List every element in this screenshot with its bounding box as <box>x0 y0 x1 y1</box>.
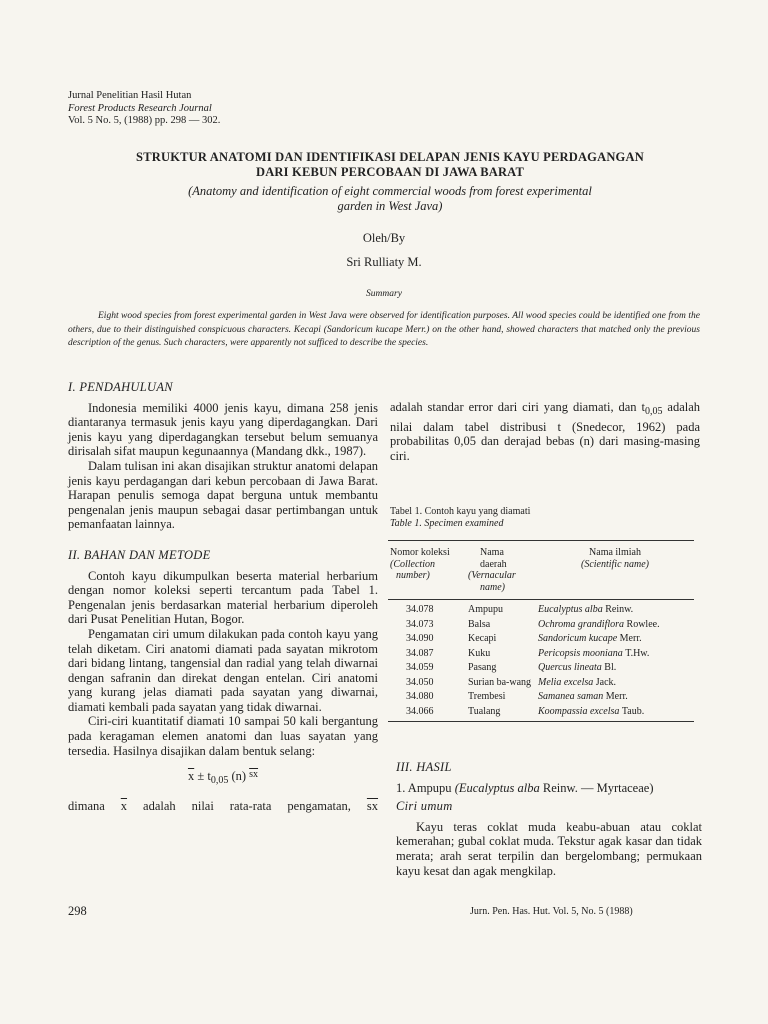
text-fragment: adalah standar error dari ciri yang diamati, dan t <box>390 400 645 414</box>
cell-vernacular-name: Balsa <box>468 618 491 630</box>
cell-scientific-name <box>536 661 694 676</box>
table-row <box>388 704 694 722</box>
cell-collection-number: 34.078 <box>406 604 434 615</box>
scientific-binomial: Ochroma grandiflora <box>538 618 625 630</box>
table-row <box>388 600 694 618</box>
formula-plus-minus: ± <box>197 769 205 784</box>
formula-t-subscript: 0,05 <box>210 775 229 787</box>
subtitle-line-1: (Anatomy and identification of eight commercial woods from forest experimental <box>188 184 592 198</box>
table-row <box>388 632 694 647</box>
paragraph: Indonesia memiliki 4000 jenis kayu, dimana 258 jenis diantaranya termasuk jenis kayu yang diperdagangkan. Dari jenis kayu yang diperdagangkan tersebut belum semuanya dirisalah sifat maupun kegunaannya (Mandang dkk., 1987). <box>68 400 378 459</box>
header-text: (Collection <box>390 558 435 570</box>
cell-scientific-name <box>536 632 694 647</box>
paragraph: Contoh kayu dikumpulkan beserta material herbarium dengan nomor koleksi seperti tercantum pada Tabel 1. Pengenalan jenis berdasarkan material herbarium diperoleh dari Pusat Penelitian Hutan, Bogor. <box>68 568 378 627</box>
scientific-author: Taub. <box>621 705 645 717</box>
header-vernacular-name <box>466 541 536 600</box>
cell-collection-number: 34.087 <box>406 647 434 659</box>
cell-scientific-name <box>536 600 694 618</box>
formula-mean: $\overline{x}$ <box>187 769 195 784</box>
table-row <box>388 675 694 690</box>
table-row <box>388 646 694 661</box>
species-heading <box>396 781 702 796</box>
table-row <box>388 690 694 705</box>
header-text: (Scientific name) <box>580 558 650 570</box>
scientific-author: Reinw. <box>605 604 634 615</box>
summary-heading: Summary <box>366 289 402 299</box>
paragraph: Ciri-ciri kuantitatif diamati 10 sampai 50 kali bergantung pada keragaman elemen anatomi dan luas sayatan yang tersedia. Hasilnya disajikan dalam bentuk selang: <box>68 714 378 758</box>
cell-vernacular-name: Surian ba-wang <box>468 676 532 688</box>
scientific-binomial: Melia excelsa <box>538 676 594 688</box>
species-scientific: (Eucalyptus alba <box>454 780 540 795</box>
text-fragment: dimana <box>68 798 105 813</box>
cell-vernacular-name: Kuku <box>468 647 491 659</box>
section-heading-pendahuluan: I. PENDAHULUAN <box>68 380 173 394</box>
footer-reference: Jurn. Pen. Has. Hut. Vol. 5, No. 5 (1988) <box>470 906 633 917</box>
left-column <box>68 380 378 813</box>
scientific-author: Rowlee. <box>626 618 660 630</box>
cell-collection-number: 34.080 <box>406 691 434 702</box>
byline: Oleh/By <box>362 231 406 245</box>
header-text: (Vernacular <box>468 570 516 581</box>
cell-vernacular-name: Trembesi <box>468 691 506 702</box>
scientific-binomial: Koompassia excelsa <box>538 705 620 717</box>
table-caption-id: Tabel 1. Contoh kayu yang diamati <box>390 506 531 517</box>
paragraph: Kayu teras coklat muda keabu-abuan atau coklat kemerahan; gubal coklat muda. Tekstur agak kasar dan tidak merata; arah serat terpilin dan bergelombang; permukaan kayu kesat dan agak mengkilap. <box>396 819 702 878</box>
cell-scientific-name <box>536 704 694 722</box>
formula-se: sx <box>249 769 259 781</box>
author-name: Sri Rulliaty M. <box>346 255 422 269</box>
section-heading-hasil: III. HASIL <box>396 760 452 774</box>
journal-name-english: Forest Products Research Journal <box>68 102 212 114</box>
cell-collection-number: 34.090 <box>406 633 434 644</box>
scientific-binomial: Pericopsis mooniana <box>538 647 623 659</box>
journal-name: Jurnal Penelitian Hasil Hutan <box>68 90 192 101</box>
section-heading-bahan-metode: II. BAHAN DAN METODE <box>68 547 211 562</box>
title-line-1: STRUKTUR ANATOMI DAN IDENTIFIKASI DELAPAN JENIS KAYU PERDAGANGAN <box>136 150 644 164</box>
scientific-binomial: Eucalyptus alba <box>538 604 603 615</box>
header-collection-number <box>388 541 466 600</box>
header-text: name) <box>480 581 505 593</box>
scientific-binomial: Samanea saman <box>538 691 604 702</box>
right-column-bottom <box>396 760 702 878</box>
summary-text: Eight wood species from forest experimental garden in West Java were observed for identification purposes. All wood species could be identified one from the others, due to their distinguished conspicuous characters. Kecapi (Sandoricum kucape Merr.) on the other hand, showed characters that matched only the previous description of the genus. Such characters, were apparently not sufficed to describe the species. <box>68 311 700 348</box>
cell-collection-number: 34.066 <box>388 704 466 722</box>
journal-volume: Vol. 5 No. 5, (1988) pp. 298 — 302. <box>68 115 221 126</box>
table-row <box>388 661 694 676</box>
cell-collection-number: 34.073 <box>406 618 434 630</box>
text-fragment: adalah nilai dalam tabel distribusi t (Snedecor, 1962) pada probabilitas 0,05 dan derajad bebas (n) dari masing-masing ciri. <box>390 400 701 463</box>
interval-formula <box>68 768 378 789</box>
scientific-binomial: Quercus lineata <box>538 662 602 673</box>
cell-scientific-name <box>536 675 694 690</box>
cell-vernacular-name: Tualang <box>466 704 536 722</box>
text-fragment: adalah nilai rata-rata pengamatan, <box>143 798 351 813</box>
text-fragment: $\overline{sx}$ <box>366 798 379 813</box>
header-text: daerah <box>480 558 507 570</box>
journal-header <box>68 90 220 128</box>
paper-title <box>90 150 690 180</box>
paragraph <box>390 400 700 463</box>
subheading-ciri-umum: Ciri umum <box>396 799 453 814</box>
species-number-name: 1. Ampupu <box>396 780 452 795</box>
table-header-row <box>388 541 694 600</box>
scientific-author: Bl. <box>604 662 617 673</box>
title-line-2: DARI KEBUN PERCOBAAN DI JAWA BARAT <box>255 165 525 179</box>
right-column-top <box>390 400 700 463</box>
formula-n: (n) <box>231 769 247 784</box>
cell-vernacular-name: Kecapi <box>468 633 497 644</box>
paragraph: Dalam tulisan ini akan disajikan struktur anatomi delapan jenis kayu perdagangan dari kebun percobaan di Jawa Barat. Harapan penulis semoga dapat berguna untuk membantu pengenalan jenis maupun sebagai dasar pertimbangan untuk pemanfaatan lainnya. <box>68 458 378 532</box>
cell-scientific-name <box>536 646 694 661</box>
scientific-author: Merr. <box>605 691 628 702</box>
cell-collection-number: 34.059 <box>406 662 434 673</box>
cell-collection-number: 34.050 <box>406 676 434 688</box>
formula-explanation <box>68 799 378 814</box>
specimen-table <box>388 540 694 722</box>
formula-t: t <box>207 769 211 784</box>
header-text: Nomor koleksi <box>390 547 450 558</box>
table-caption-en: Table 1. Specimen examined <box>390 518 504 529</box>
paper-subtitle <box>110 184 670 214</box>
table-caption <box>390 506 530 530</box>
cell-vernacular-name: Ampupu <box>468 604 503 615</box>
page-number: 298 <box>68 904 87 918</box>
paragraph: Pengamatan ciri umum dilakukan pada contoh kayu yang telah diketam. Ciri anatomi diamati pada sayatan mikrotom dari bidang lintang, tangensial dan radial yang telah diwarnai dengan safranin dan direkat dengan entelan. Ciri anatomi yang kurang jelas diamati pada sayatan yang diwarnai, diamati kembali pada sayatan yang tidak diwarnai. <box>68 626 378 714</box>
scientific-binomial: Sandoricum kucape <box>538 633 618 644</box>
header-text: Nama ilmiah <box>589 547 641 558</box>
scientific-author: Jack. <box>595 676 617 688</box>
cell-scientific-name <box>536 690 694 705</box>
scientific-author: Merr. <box>619 633 642 644</box>
text-subscript: 0,05 <box>644 406 663 417</box>
text-fragment: $\overline{x}$ <box>120 798 128 813</box>
cell-scientific-name <box>536 617 694 632</box>
cell-vernacular-name: Pasang <box>468 662 497 673</box>
table-row <box>388 617 694 632</box>
species-family: Reinw. — Myrtaceae) <box>542 780 654 795</box>
subtitle-line-2: garden in West Java) <box>337 199 443 213</box>
scientific-author: T.Hw. <box>625 647 650 659</box>
header-text: Nama <box>480 547 504 558</box>
header-text: number) <box>396 570 430 581</box>
header-scientific-name <box>536 541 694 600</box>
